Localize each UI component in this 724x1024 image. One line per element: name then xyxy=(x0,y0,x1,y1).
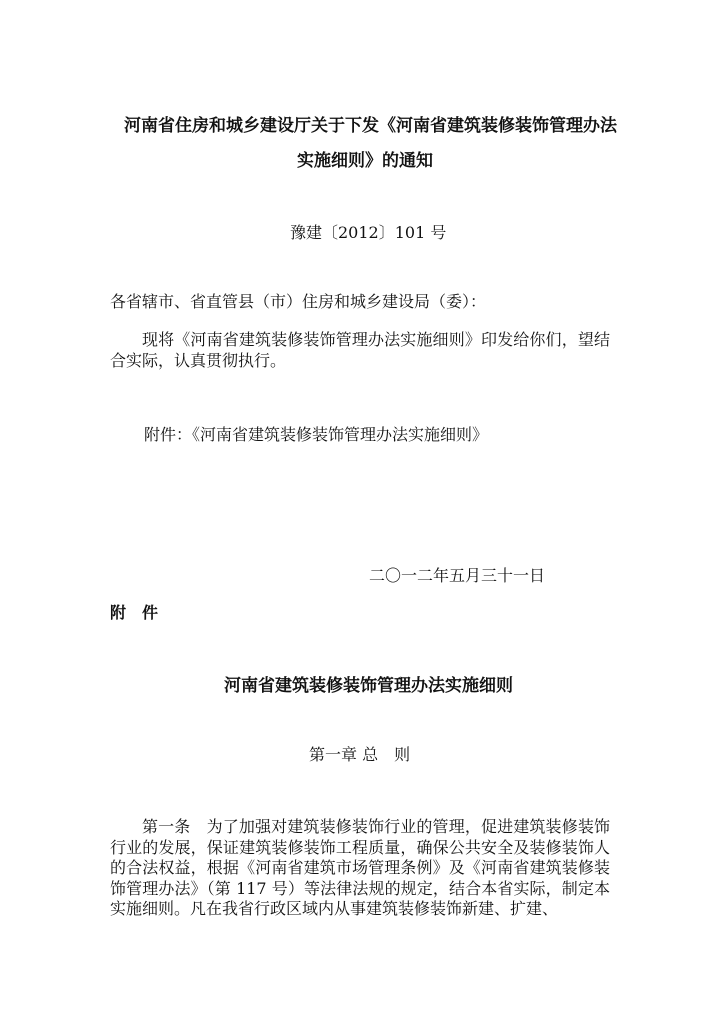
article-1-paragraph: 第一条 为了加强对建筑装修装饰行业的管理，促进建筑装修装饰行业的发展，保证建筑装修装饰工程质量，确保公共安全及装修装饰人的合法权益，根据《河南省建筑市场管理条例》及《河南省建筑装修装饰管理办法》（第 117 号）等法律法规的规定，结合本省实际，制定本实施细则。凡在我省行政区域内从事建筑装修装饰新建、扩建、 xyxy=(110,817,610,918)
issue-date: 二〇一二年五月三十一日 xyxy=(369,566,546,585)
addressee: 各省辖市、省直管县（市）住房和城乡建设局（委）： xyxy=(110,292,487,311)
attachment-line: 附件：《河南省建筑装修装饰管理办法实施细则》 xyxy=(144,425,489,444)
appendix-label: 附 件 xyxy=(110,603,159,622)
notice-body-paragraph: 现将《河南省建筑装修装饰管理办法实施细则》印发给你们，望结合实际，认真贯彻执行。 xyxy=(110,330,610,370)
document-number: 豫建〔2012〕101 号 xyxy=(290,223,447,242)
notice-title-line1: 河南省住房和城乡建设厅关于下发《河南省建筑装修装饰管理办法 xyxy=(124,116,617,136)
appendix-title: 河南省建筑装修装饰管理办法实施细则 xyxy=(224,676,513,696)
notice-title-line2: 实施细则》的通知 xyxy=(297,151,433,171)
chapter-heading: 第一章 总 则 xyxy=(309,745,411,764)
